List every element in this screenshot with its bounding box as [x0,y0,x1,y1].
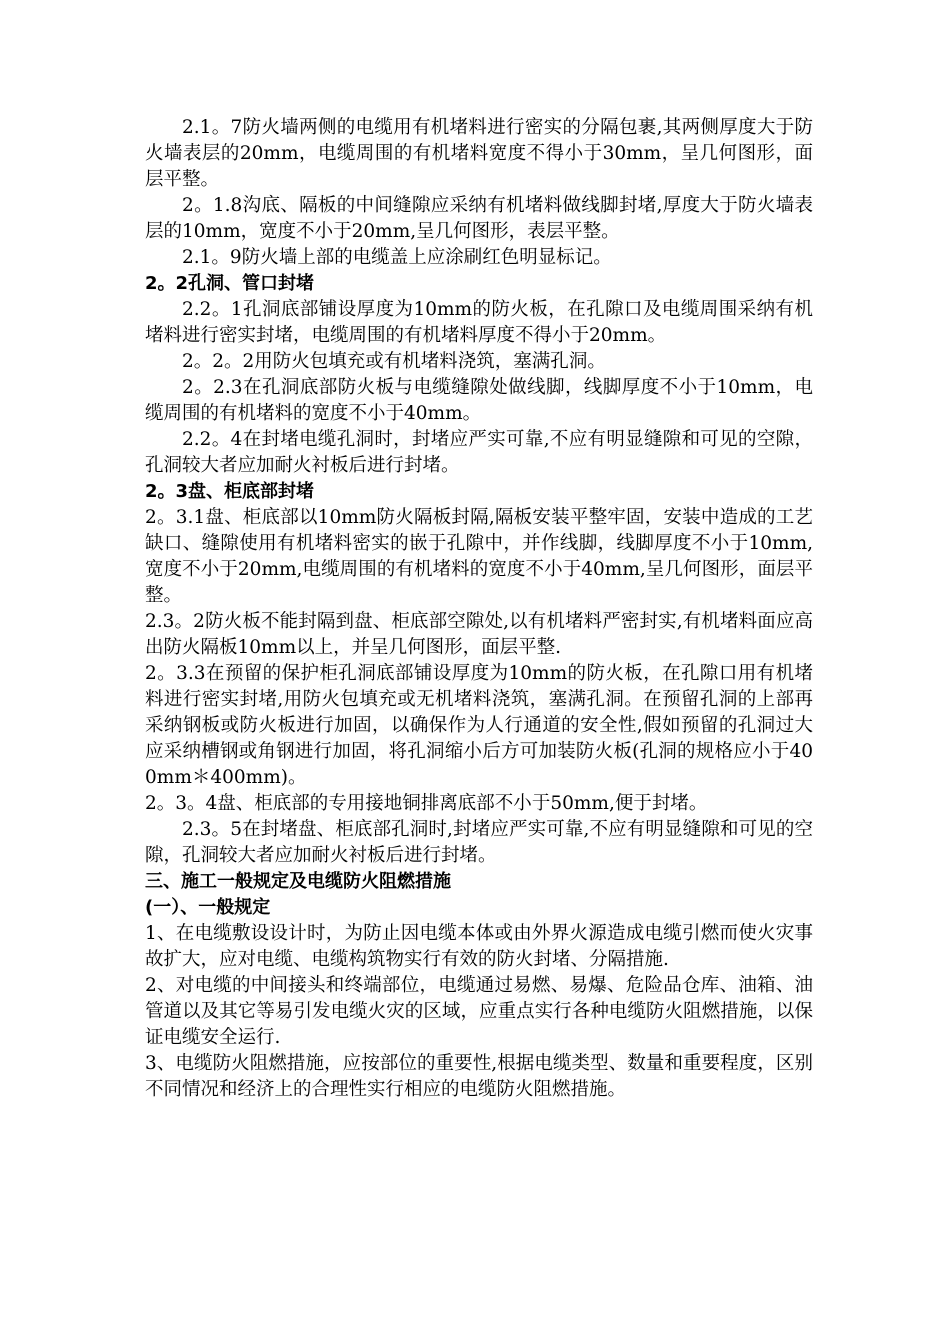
rule-item-3: 3、电缆防火阻燃措施，应按部位的重要性,根据电缆类型、数量和重要程度，区别不同情况和经济上的合理性实行相应的电缆防火阻燃措施。 [145,1053,813,1100]
paragraph-2-3-4: 2。3。4盘、柜底部的专用接地铜排离底部不小于50mm,便于封堵。 [145,793,708,814]
paragraph-2-2-2: 2。2。2用防火包填充或有机堵料浇筑，塞满孔洞。 [182,351,606,372]
rule-item-2: 2、对电缆的中间接头和终端部位，电缆通过易燃、易爆、危险品仓库、油箱、油管道以及其它等易引发电缆火灾的区域，应重点实行各种电缆防火阻燃措施，以保证电缆安全运行. [145,975,813,1048]
paragraph-2-1-7: 2.1。7防火墙两侧的电缆用有机堵料进行密实的分隔包裹,其两侧厚度大于防火墙表层的20mm，电缆周围的有机堵料宽度不得小于30mm，呈几何图形，面层平整。 [145,117,813,190]
section-heading-2-3: 2。3盘、柜底部封堵 [145,481,315,502]
paragraph-2-3-1: 2。3.1盘、柜底部以10mm防火隔板封隔,隔板安装平整牢固，安装中造成的工艺缺口、缝隙使用有机堵料密实的嵌于孔隙中，并作线脚，线脚厚度不小于10mm,宽度不小于20mm,电缆周围的有机堵料的宽度不小于40mm,呈几何图形，面层平整。 [145,507,813,606]
paragraph-2-1-9: 2.1。9防火墙上部的电缆盖上应涂刷红色明显标记。 [182,247,612,268]
paragraph-2-2-3: 2。2.3在孔洞底部防火板与电缆缝隙处做线脚，线脚厚度不小于10mm，电缆周围的有机堵料的宽度不小于40mm。 [145,377,813,424]
chapter-heading-3: 三、施工一般规定及电缆防火阻燃措施 [145,871,451,892]
paragraph-2-2-4: 2.2。4在封堵电缆孔洞时，封堵应严实可靠,不应有明显缝隙和可见的空隙，孔洞较大者应加耐火衬板后进行封堵。 [145,429,813,476]
paragraph-2-2-1: 2.2。1孔洞底部铺设厚度为10mm的防火板，在孔隙口及电缆周围采纳有机堵料进行密实封堵，电缆周围的有机堵料厚度不得小于20mm。 [145,299,813,346]
section-heading-2-2: 2。2孔洞、管口封堵 [145,273,315,294]
document-page [145,115,813,1103]
rule-item-1: 1、在电缆敷设设计时，为防止因电缆本体或由外界火源造成电缆引燃而使火灾事故扩大，应对电缆、电缆构筑物实行有效的防火封堵、分隔措施. [145,923,813,970]
subsection-heading-general-rules: (一）、一般规定 [145,897,271,918]
paragraph-2-3-5: 2.3。5在封堵盘、柜底部孔洞时,封堵应严实可靠,不应有明显缝隙和可见的空隙，孔洞较大者应加耐火衬板后进行封堵。 [145,819,813,866]
paragraph-2-3-3: 2。3.3在预留的保护柜孔洞底部铺设厚度为10mm的防火板，在孔隙口用有机堵料进行密实封堵,用防火包填充或无机堵料浇筑，塞满孔洞。在预留孔洞的上部再采纳钢板或防火板进行加固，以确保作为人行通道的安全性,假如预留的孔洞过大应采纳槽钢或角钢进行加固，将孔洞缩小后方可加装防火板(孔洞的规格应小于400mm＊400mm)。 [145,663,813,788]
paragraph-2-3-2: 2.3。2防火板不能封隔到盘、柜底部空隙处,以有机堵料严密封实,有机堵料面应高出防火隔板10mm以上，并呈几何图形，面层平整. [145,611,813,658]
paragraph-2-1-8: 2。1.8沟底、隔板的中间缝隙应采纳有机堵料做线脚封堵,厚度大于防火墙表层的10mm，宽度不小于20mm,呈几何图形，表层平整。 [145,195,813,242]
